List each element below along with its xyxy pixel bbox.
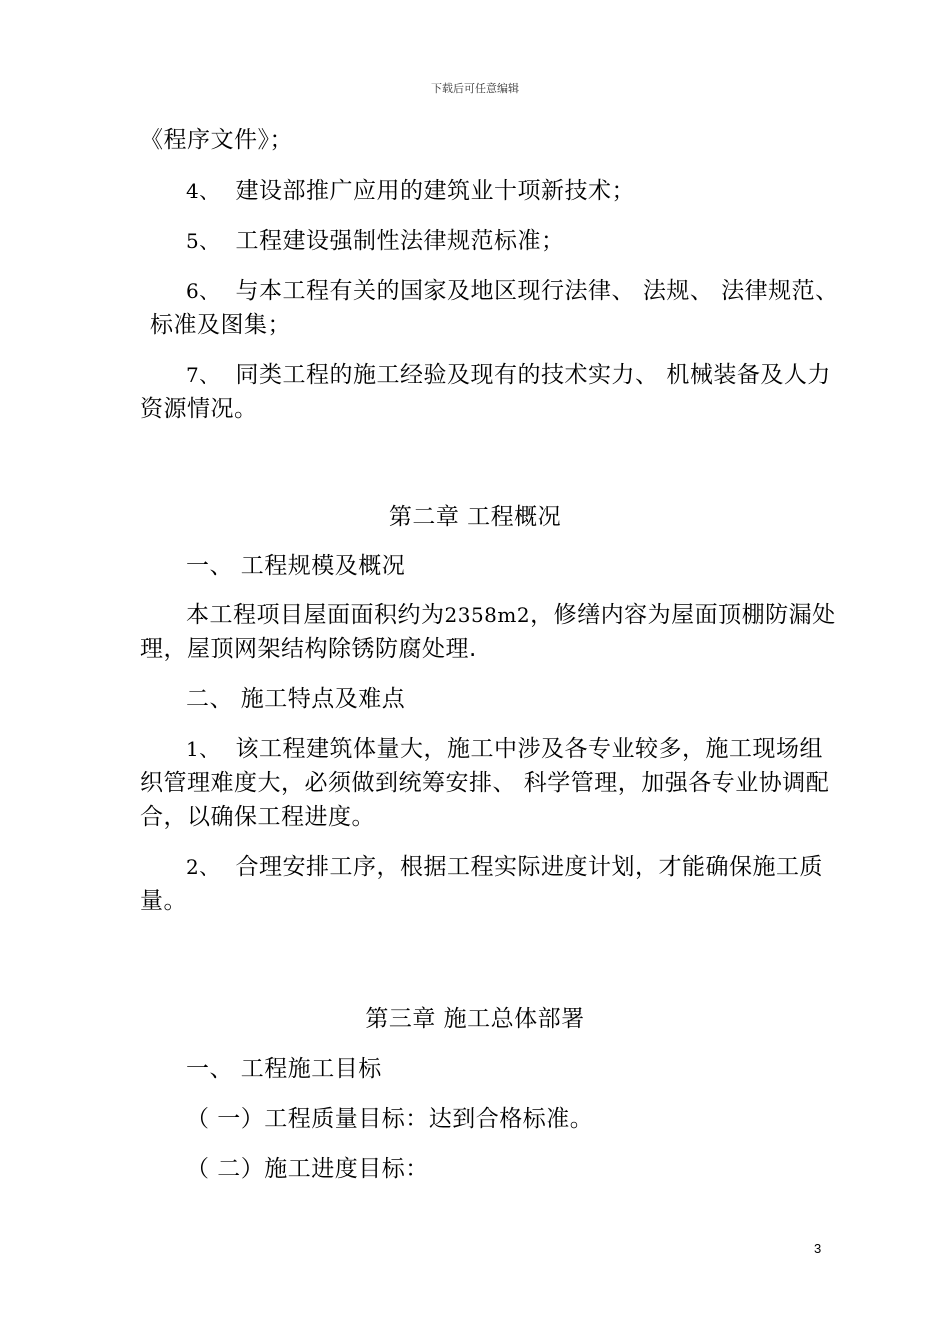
text-line-progress: 合，以确保工程进度。 bbox=[140, 804, 375, 830]
text-line-quality-goal: （ 一）工程质量目标：达到合格标准。 bbox=[186, 1106, 594, 1132]
section-heading-goals: 一、 工程施工目标 bbox=[186, 1056, 382, 1082]
text-line-schedule-goal: （ 二）施工进度目标： bbox=[186, 1156, 429, 1182]
list-text: 合理安排工序，根据工程实际进度计划，才能确保施工质 bbox=[235, 854, 824, 880]
list-text: 建设部推广应用的建筑业十项新技术； bbox=[235, 178, 636, 204]
area-value: 2358m2 bbox=[444, 603, 531, 627]
list-item-4 bbox=[186, 176, 635, 206]
list-item-6 bbox=[186, 276, 839, 306]
header-note: 下载后可任意编辑 bbox=[431, 82, 519, 95]
list-text: 该工程建筑体量大，施工中涉及各专业较多，施工现场组 bbox=[235, 736, 824, 762]
page-number: 3 bbox=[814, 1241, 822, 1256]
list-item-5 bbox=[186, 226, 565, 256]
section-heading-features: 二、 施工特点及难点 bbox=[186, 686, 406, 712]
text-line-standards: 标准及图集； bbox=[150, 312, 291, 338]
list-item-1 bbox=[186, 734, 823, 764]
chapter-2-heading: 第二章 工程概况 bbox=[388, 504, 562, 530]
list-text: 与本工程有关的国家及地区现行法律、 法规、 法律规范、 bbox=[235, 278, 839, 304]
text-line-program-documents: 《程序文件》； bbox=[140, 127, 293, 153]
list-text: 同类工程的施工经验及现有的技术实力、 机械装备及人力 bbox=[235, 362, 831, 388]
text-line-project-area bbox=[186, 600, 836, 630]
text-fragment: ，修缮内容为屋面顶棚防漏处 bbox=[530, 602, 836, 628]
chapter-3-heading: 第三章 施工总体部署 bbox=[365, 1006, 585, 1032]
text-fragment: 本工程项目屋面面积约为 bbox=[186, 602, 445, 628]
list-number: 6、 bbox=[186, 279, 220, 303]
list-item-7 bbox=[186, 360, 831, 390]
list-text: 工程建设强制性法律规范标准； bbox=[235, 228, 565, 254]
text-line-resources: 资源情况。 bbox=[140, 396, 258, 422]
list-number: 4、 bbox=[186, 179, 220, 203]
list-number: 7、 bbox=[186, 363, 220, 387]
list-number: 5、 bbox=[186, 229, 220, 253]
text-line-quality: 量。 bbox=[140, 888, 187, 914]
section-heading-scale: 一、 工程规模及概况 bbox=[186, 553, 406, 579]
text-line-management: 织管理难度大，必须做到统筹安排、 科学管理，加强各专业协调配 bbox=[140, 770, 830, 796]
list-number: 1、 bbox=[186, 737, 220, 761]
list-item-2 bbox=[186, 852, 823, 882]
list-number: 2、 bbox=[186, 855, 220, 879]
text-line-treatment: 理，屋顶网架结构除锈防腐处理. bbox=[140, 636, 477, 662]
